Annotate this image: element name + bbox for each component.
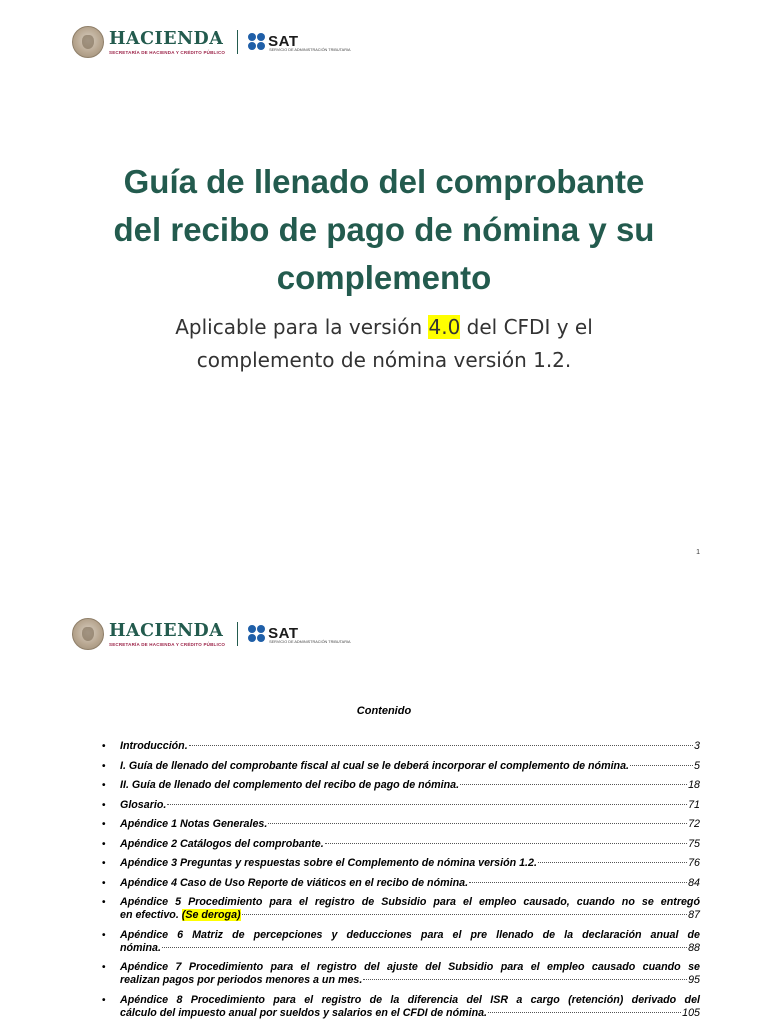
hacienda-subtitle: SECRETARÍA DE HACIENDA Y CRÉDITO PÚBLICO	[109, 49, 226, 55]
logo-divider	[237, 622, 238, 646]
toc-item[interactable]	[100, 896, 700, 922]
toc-item[interactable]	[100, 994, 700, 1020]
toc-leader	[162, 947, 687, 948]
toc-item-title: en efectivo.	[120, 909, 179, 921]
hacienda-subtitle: SECRETARÍA DE HACIENDA Y CRÉDITO PÚBLICO	[109, 641, 226, 647]
toc-leader	[167, 804, 687, 805]
page-number: 1	[696, 549, 700, 556]
toc-item-title: • Apéndice 8 Procedimiento para el registro de la diferencia del ISR a cargo (retención) derivado del	[120, 993, 700, 1006]
table-of-contents	[100, 740, 700, 1026]
toc-item-page: 84	[688, 876, 700, 889]
toc-item-page: 87	[688, 909, 700, 921]
toc-item-title: • Glosario.	[120, 798, 167, 811]
coat-of-arms-icon	[72, 618, 104, 650]
toc-item-title: • Apéndice 5 Procedimiento para el registro de Subsidio para el empleo causado, cuando no se entregó	[120, 896, 700, 908]
toc-item-page: 76	[688, 857, 700, 869]
toc-item-page: 3	[694, 740, 700, 752]
subtitle-line: complemento de nómina versión 1.2.	[196, 348, 572, 372]
toc-leader	[242, 914, 688, 915]
sat-dots-icon	[248, 33, 265, 50]
toc-leader	[363, 979, 687, 980]
sat-dots-icon	[248, 625, 265, 642]
toc-item-title: • Apéndice 2 Catálogos del comprobante.	[120, 837, 324, 850]
hacienda-logo	[109, 622, 225, 647]
logo-divider	[237, 30, 238, 54]
toc-heading: Contenido	[356, 705, 412, 717]
toc-item-title: realizan pagos por periodos menores a un mes.	[120, 974, 363, 986]
toc-leader	[325, 843, 687, 844]
toc-item[interactable]	[100, 838, 700, 851]
page-header	[72, 22, 351, 62]
toc-item[interactable]	[100, 877, 700, 890]
toc-item[interactable]	[100, 818, 700, 831]
toc-item-page: 95	[688, 974, 700, 986]
toc-item-title: • Introducción.	[120, 740, 188, 752]
hacienda-logo	[109, 30, 225, 55]
hacienda-wordmark: HACIENDA	[109, 620, 224, 641]
toc-item-title: • Apéndice 3 Preguntas y respuestas sobre el Complemento de nómina versión 1.2.	[120, 857, 537, 869]
toc-item-page: 72	[688, 818, 700, 830]
toc-item[interactable]	[100, 779, 700, 792]
toc-item[interactable]	[100, 929, 700, 955]
toc-leader	[189, 745, 693, 746]
subtitle-text: del CFDI y el	[460, 315, 593, 339]
title-line: complemento	[276, 259, 492, 296]
toc-item-title: • Apéndice 4 Caso de Uso Reporte de viáticos en el recibo de nómina.	[120, 876, 469, 889]
toc-item-page: 5	[694, 759, 700, 772]
hacienda-wordmark: HACIENDA	[109, 28, 224, 49]
toc-leader	[469, 882, 687, 883]
sat-subtitle: SERVICIO DE ADMINISTRACIÓN TRIBUTARIA	[269, 47, 351, 52]
title-line: del recibo de pago de nómina y su	[113, 211, 655, 248]
toc-item-title: nómina.	[120, 941, 161, 954]
toc-item-title: • Apéndice 6 Matriz de percepciones y deducciones para el pre llenado de la declaración anual de	[120, 928, 700, 941]
document-title	[40, 158, 728, 302]
toc-item-page: 88	[688, 941, 700, 954]
toc-item[interactable]	[100, 857, 700, 870]
document-subtitle	[60, 311, 708, 377]
toc-leader	[630, 765, 693, 766]
toc-leader	[268, 823, 687, 824]
toc-item-page: 105	[682, 1006, 700, 1019]
toc-leader	[538, 862, 687, 863]
version-highlight: 4.0	[428, 315, 461, 339]
subtitle-text: Aplicable para la versión	[175, 315, 429, 339]
toc-item[interactable]	[100, 961, 700, 987]
sat-wordmark: SAT	[268, 32, 299, 50]
sat-wordmark: SAT	[268, 624, 299, 642]
coat-of-arms-icon	[72, 26, 104, 58]
toc-leader	[488, 1012, 681, 1013]
toc-item[interactable]	[100, 799, 700, 812]
toc-item-page: 71	[688, 798, 700, 811]
toc-item[interactable]	[100, 760, 700, 773]
toc-item-title: • Apéndice 1 Notas Generales.	[120, 818, 268, 830]
derogated-highlight: (Se deroga)	[181, 909, 241, 921]
toc-item-page: 75	[688, 837, 700, 850]
sat-subtitle: SERVICIO DE ADMINISTRACIÓN TRIBUTARIA	[269, 639, 351, 644]
title-line: Guía de llenado del comprobante	[123, 163, 645, 200]
toc-item-title: cálculo del impuesto anual por sueldos y salarios en el CFDI de nómina.	[120, 1006, 488, 1019]
page-header	[72, 614, 351, 654]
sat-logo	[248, 625, 350, 644]
toc-item-page: 18	[688, 779, 700, 791]
toc-leader	[460, 784, 687, 785]
sat-logo	[248, 33, 350, 52]
toc-item-title: • I. Guía de llenado del comprobante fiscal al cual se le deberá incorporar el complemento de nómina.	[120, 759, 629, 772]
toc-item-title: • Apéndice 7 Procedimiento para el registro del ajuste del Subsidio para el empleo causado cuando se	[120, 961, 700, 973]
toc-item[interactable]	[100, 740, 700, 753]
toc-item-title: • II. Guía de llenado del complemento del recibo de pago de nómina.	[120, 779, 460, 791]
